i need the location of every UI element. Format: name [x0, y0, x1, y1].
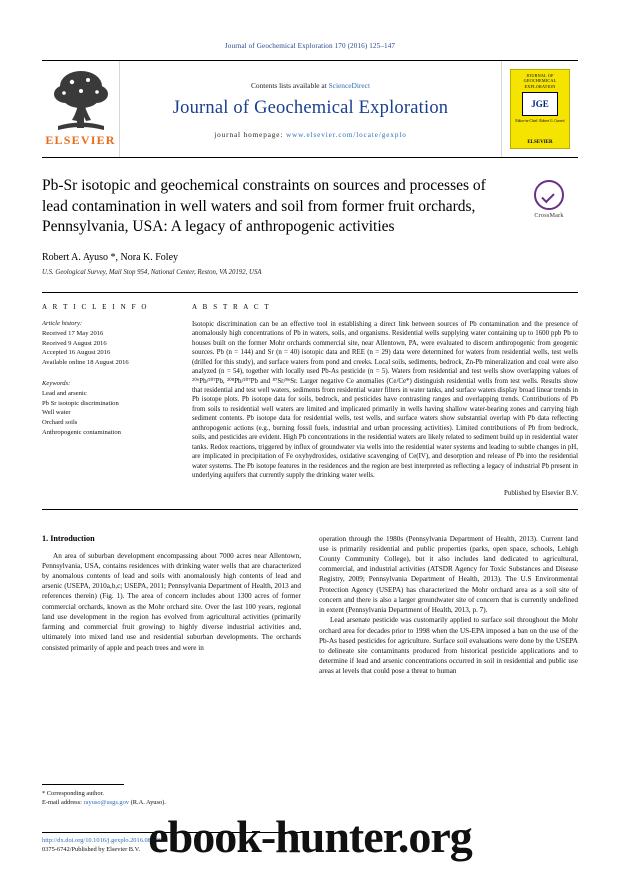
homepage-line: [214, 131, 406, 139]
elsevier-logo: [42, 61, 120, 157]
journal-cover-image: [510, 69, 570, 149]
abstract-heading: A B S T R A C T: [192, 302, 271, 311]
cover-badge: JGE: [522, 92, 558, 116]
footnote-block: [42, 784, 301, 808]
email-suffix: (R.A. Ayuso).: [129, 799, 166, 807]
crossmark-icon: [534, 180, 564, 210]
keyword-item: Lead and arsenic: [42, 389, 87, 397]
doi-link[interactable]: http://dx.doi.org/10.1016/j.gexplo.2016.08.008: [42, 837, 163, 844]
journal-masthead: [42, 60, 578, 158]
crossmark-badge[interactable]: [520, 180, 578, 219]
homepage-prefix: journal homepage:: [214, 131, 286, 139]
author-list: Robert A. Ayuso *, Nora K. Foley: [42, 251, 179, 263]
crossmark-label: CrossMark: [534, 212, 564, 219]
body-column-left: [42, 534, 301, 677]
page-title: Pb-Sr isotopic and geochemical constraints on sources and processes of lead contamination in well waters and soil from former fruit orchards, Pennsylvania, USA: A legacy of anthropogenic activities: [42, 177, 486, 236]
section-heading-introduction: 1. Introduction: [42, 533, 95, 543]
body-columns: [42, 534, 578, 677]
keyword-item: Well water: [42, 409, 71, 417]
contents-prefix: Contents lists available at: [250, 81, 329, 90]
body-column-right: [319, 534, 578, 677]
elsevier-tree-icon: [50, 64, 112, 132]
journal-homepage-link[interactable]: www.elsevier.com/locate/gexplo: [285, 131, 407, 139]
watermark-text: ebook-hunter.org: [148, 811, 472, 862]
elsevier-wordmark: ELSEVIER: [45, 133, 116, 147]
title-block: [42, 176, 578, 276]
cover-bottom-text: Editor-in-Chief: Robert G. Garrett: [515, 118, 565, 123]
abstract-column: [192, 303, 578, 497]
issn-line: 0375-6742/Published by Elsevier B.V.: [42, 846, 141, 854]
masthead-center: [120, 61, 501, 157]
article-info-column: [42, 303, 192, 497]
cover-top-text: JOURNAL OF GEOCHEMICAL EXPLORATION: [523, 73, 557, 89]
journal-title: Journal of Geochemical Exploration: [172, 98, 449, 118]
contents-line: [251, 81, 370, 90]
abstract-publisher-note: Published by Elsevier B.V.: [504, 489, 578, 497]
info-abstract-section: [42, 292, 578, 510]
keywords-block: [42, 380, 178, 438]
journal-reference: Journal of Geochemical Exploration 170 (2016) 125–147: [224, 42, 396, 50]
history-online: Available online 18 August 2016: [42, 359, 129, 367]
history-received: Received 17 May 2016: [42, 329, 104, 337]
article-info-heading: A R T I C L E I N F O: [42, 302, 149, 311]
article-history-label: Article history:: [42, 319, 83, 327]
history-revised: Received 9 August 2016: [42, 339, 107, 347]
keyword-item: Anthropogenic contamination: [42, 428, 121, 436]
keyword-item: Pb Sr isotopic discrimination: [42, 399, 119, 407]
paragraph: Lead arsenate pesticide was customarily applied to surface soil throughout the Mohr orchard area for decades prior to 1998 when the US-EPA imposed a ban on the use of the Pb-As based pesticides for agriculture. Surface soil evaluations were done by the USEPA to delineate site contaminants produced from historical pesticide applications and to determine if lead and arsenic concentrations occurred in soil in residential and public use areas at levels that could pose a threat to human: [319, 616, 578, 676]
email-note: [42, 798, 301, 807]
paragraph: An area of suburban development encompassing about 7000 acres near Allentown, Pennsylvania, USA, contains residences with drinking water wells that are characterized by anomalous contents of lead and soils with anomalously high contents of lead and arsenic (USEPA, 2010a,b,c; USEPA, 2011; Pennsylvania Department of Health, 2013 and references therein) (Fig. 1). The area of concern includes about 1300 acres of former commercial orchards, known as the Mohr orchard site. Over the last 100 years, regional land use development in the region has evolved from agricultural activities (primarily farming and commercial fruit growing) to highly diverse industrial activities and, ultimately into mixed land use and residential suburban developments. The orchards consisted primarily of apple and peach trees and were in: [42, 551, 301, 652]
abstract-text: Isotopic discrimination can be an effective tool in establishing a direct link between sources of Pb contamination and the presence of anomalously high concentrations of Pb in waters, soils, and organisms. Residential wells supplying water containing up to 1600 ppb Pb to houses built on the former Mohr orchards commercial site, near Allentown, PA, were evaluated to discern anthropogenic from geogenic sources. Pb (n = 144) and Sr (n = 40) isotopic data and REE (n = 29) data were determined for waters from residential wells, test wells (drilled for this study), and surface waters from pond and creeks. Local soils, sediments, bedrock, Zn-Pb mineralization and coal were also analyzed (n = 54), together with locally used Pb-As pesticide (n = 5). Waters from residential and test wells show overlapping values of ²⁰⁶Pb/²⁰⁷Pb, ²⁰⁸Pb/²⁰⁷Pb and ⁸⁷Sr/⁸⁶Sr. Larger negative Ce anomalies (Ce/Ce*) distinguish residential wells from test wells. Results show that residential and test well waters, sediments from residential water filters in water tanks, and surface waters display broad linear trends in Pb isotope plots. Pb isotope data for soils, bedrock, and pesticides have contrasting ranges and overlapping trends. Contributions of Pb from soils to residential well waters are limited and implicated primarily in wells having shallow water-bearing zones and carrying high sediment contents. Pb isotope data for residential wells, test wells, and surface waters show substantial overlap with Pb data reflecting anthropogenic actions (e.g., burning fossil fuels, industrial and urban processing activities). Limited contributions of Pb from bedrock, soils, and pesticides are evident. High Pb concentrations in the residential waters are likely related to sediment build up in residential water tanks. Redox reactions, triggered by influx of groundwater via wells into the residential water systems and leading to subtle changes in pH, are implicated in precipitation of Fe oxyhydroxides, oxidative scavenging of Ce(IV), and desorption and release of Pb into the residential water systems. The Pb isotope features in the residences and the region are best interpreted as reflecting a legacy of industrial Pb present in underlying aquifers that currently supply the drinking water wells.: [192, 320, 578, 480]
footnote-rule: [42, 784, 124, 785]
article-page: [0, 42, 620, 869]
corresponding-author-note: * Corresponding author.: [42, 790, 104, 797]
sciencedirect-link[interactable]: ScienceDirect: [328, 81, 371, 90]
history-accepted: Accepted 16 August 2016: [42, 349, 111, 357]
keyword-item: Orchard soils: [42, 419, 78, 427]
keywords-label: Keywords:: [42, 379, 71, 387]
paragraph: operation through the 1980s (Pennsylvania Department of Health, 2013). Current land use is primarily residential and public properties (parks, open space, schools, Lehigh County Community College), but it also includes land dedicated to agricultural, commercial, and industrial activities (ATSDR Agency for Toxic Substances and Disease Registry, 2009; Pennsylvania Department of Health, 2013). The U.S Environmental Protection Agency (USEPA) has characterized the Mohr orchard area as a soil site of concern and there is also a larger groundwater site of concern that is currently undefined in extent (Pennsylvania Department of Health, 2013, p. 7).: [319, 534, 578, 615]
journal-cover-thumb: [501, 61, 578, 157]
cover-publisher: ELSEVIER: [527, 140, 553, 145]
email-label: E-mail address:: [42, 799, 84, 807]
email-link[interactable]: rayuso@usgs.gov: [83, 799, 130, 807]
affiliation: U.S. Geological Survey, Mail Stop 954, National Center, Reston, VA 20192, USA: [42, 268, 262, 276]
